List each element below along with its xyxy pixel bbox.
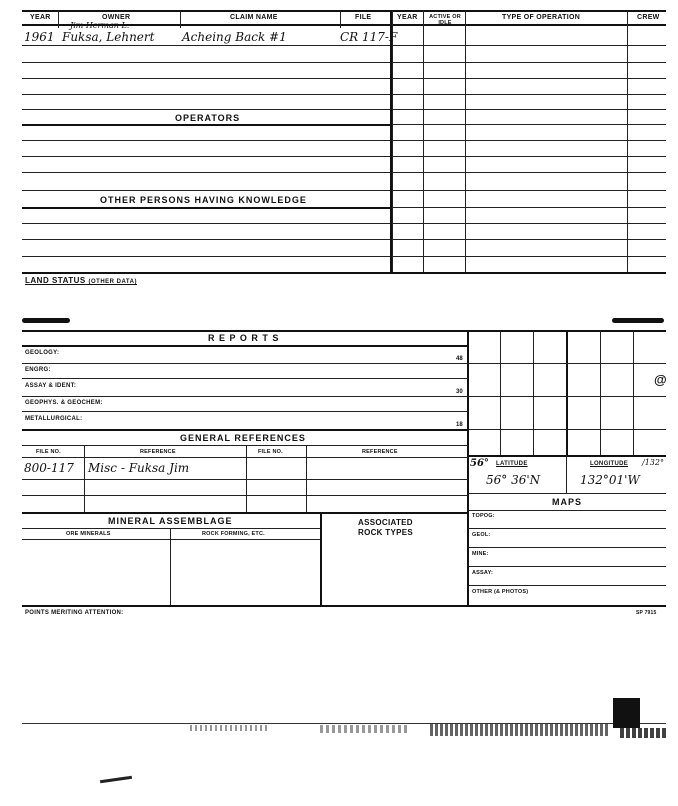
other-persons-heading: OTHER PERSONS HAVING KNOWLEDGE xyxy=(100,195,307,205)
header-year: YEAR xyxy=(30,14,51,21)
land-status-label: LAND STATUS xyxy=(25,276,86,285)
owner-first-names: Jim Herman L. xyxy=(70,21,130,30)
ref-entry-reference: Misc - Fuksa Jim xyxy=(88,461,190,475)
latitude-prefix: 56° xyxy=(470,458,489,469)
entry-file: CR 117-F xyxy=(340,30,398,44)
report-num-30: 30 xyxy=(456,389,463,395)
maps-topog: TOPOG: xyxy=(472,513,495,519)
entry-claim-name: Acheing Back #1 xyxy=(182,30,287,44)
associated-label-1: ASSOCIATED xyxy=(358,518,413,527)
longitude-suffix: /132° xyxy=(642,458,664,467)
form-code: SP 7915 xyxy=(636,610,657,616)
report-geophys: GEOPHYS. & GEOCHEM: xyxy=(25,400,103,406)
header-type-of-operation: TYPE OF OPERATION xyxy=(502,14,581,21)
ink-smudge-left xyxy=(22,318,70,323)
maps-mine: MINE: xyxy=(472,551,489,557)
maps-geol: GEOL: xyxy=(472,532,491,538)
header-crew: CREW xyxy=(637,14,660,21)
maps-assay: ASSAY: xyxy=(472,570,494,576)
report-geology: GEOLOGY: xyxy=(25,350,60,356)
circle-mark: @ xyxy=(654,372,667,387)
maps-other: OTHER (& PHOTOS) xyxy=(472,589,529,595)
ref-entry-file-no: 800-117 xyxy=(24,461,74,475)
ore-minerals-header: ORE MINERALS xyxy=(66,531,111,537)
header-file: FILE xyxy=(355,14,372,21)
header-owner: OWNER xyxy=(102,14,131,21)
longitude-label: LONGITUDE xyxy=(590,461,629,467)
reports-heading: R E P O R T S xyxy=(208,333,280,343)
associated-label-2: ROCK TYPES xyxy=(358,528,414,537)
header-claim-name: CLAIM NAME xyxy=(230,14,278,21)
rock-forming-header: ROCK FORMING, ETC. xyxy=(202,531,265,537)
header-year-2: YEAR xyxy=(397,14,418,21)
operators-heading: OPERATORS xyxy=(175,113,241,123)
general-references-heading: GENERAL REFERENCES xyxy=(180,433,306,443)
latitude-label: LATITUDE xyxy=(496,461,528,467)
entry-owner: Fuksa, Lehnert xyxy=(62,30,155,44)
maps-heading: MAPS xyxy=(552,497,583,507)
land-status-sublabel: (OTHER DATA) xyxy=(88,279,137,285)
ref-header-file-no: FILE NO. xyxy=(36,449,61,455)
black-square-mark xyxy=(613,698,640,728)
ref-header-reference-2: REFERENCE xyxy=(362,449,398,455)
ref-header-reference: REFERENCE xyxy=(140,449,176,455)
report-engrg: ENGRG: xyxy=(25,367,51,373)
ref-header-file-no-2: FILE NO. xyxy=(258,449,283,455)
entry-year: 1961 xyxy=(24,30,55,44)
latitude-value: 56° 36'N xyxy=(486,473,541,487)
report-num-48: 48 xyxy=(456,356,463,362)
ink-smudge-right xyxy=(612,318,664,323)
mineral-assemblage-heading: MINERAL ASSEMBLAGE xyxy=(108,516,233,526)
points-meriting-attention: POINTS MERITING ATTENTION: xyxy=(25,610,124,616)
header-active-or-idle: ACTIVE OR IDLE xyxy=(429,14,461,26)
report-assay: ASSAY & IDENT: xyxy=(25,383,77,389)
report-num-18: 18 xyxy=(456,422,463,428)
report-metallurgical: METALLURGICAL: xyxy=(25,416,83,422)
longitude-value: 132°01'W xyxy=(580,473,640,487)
